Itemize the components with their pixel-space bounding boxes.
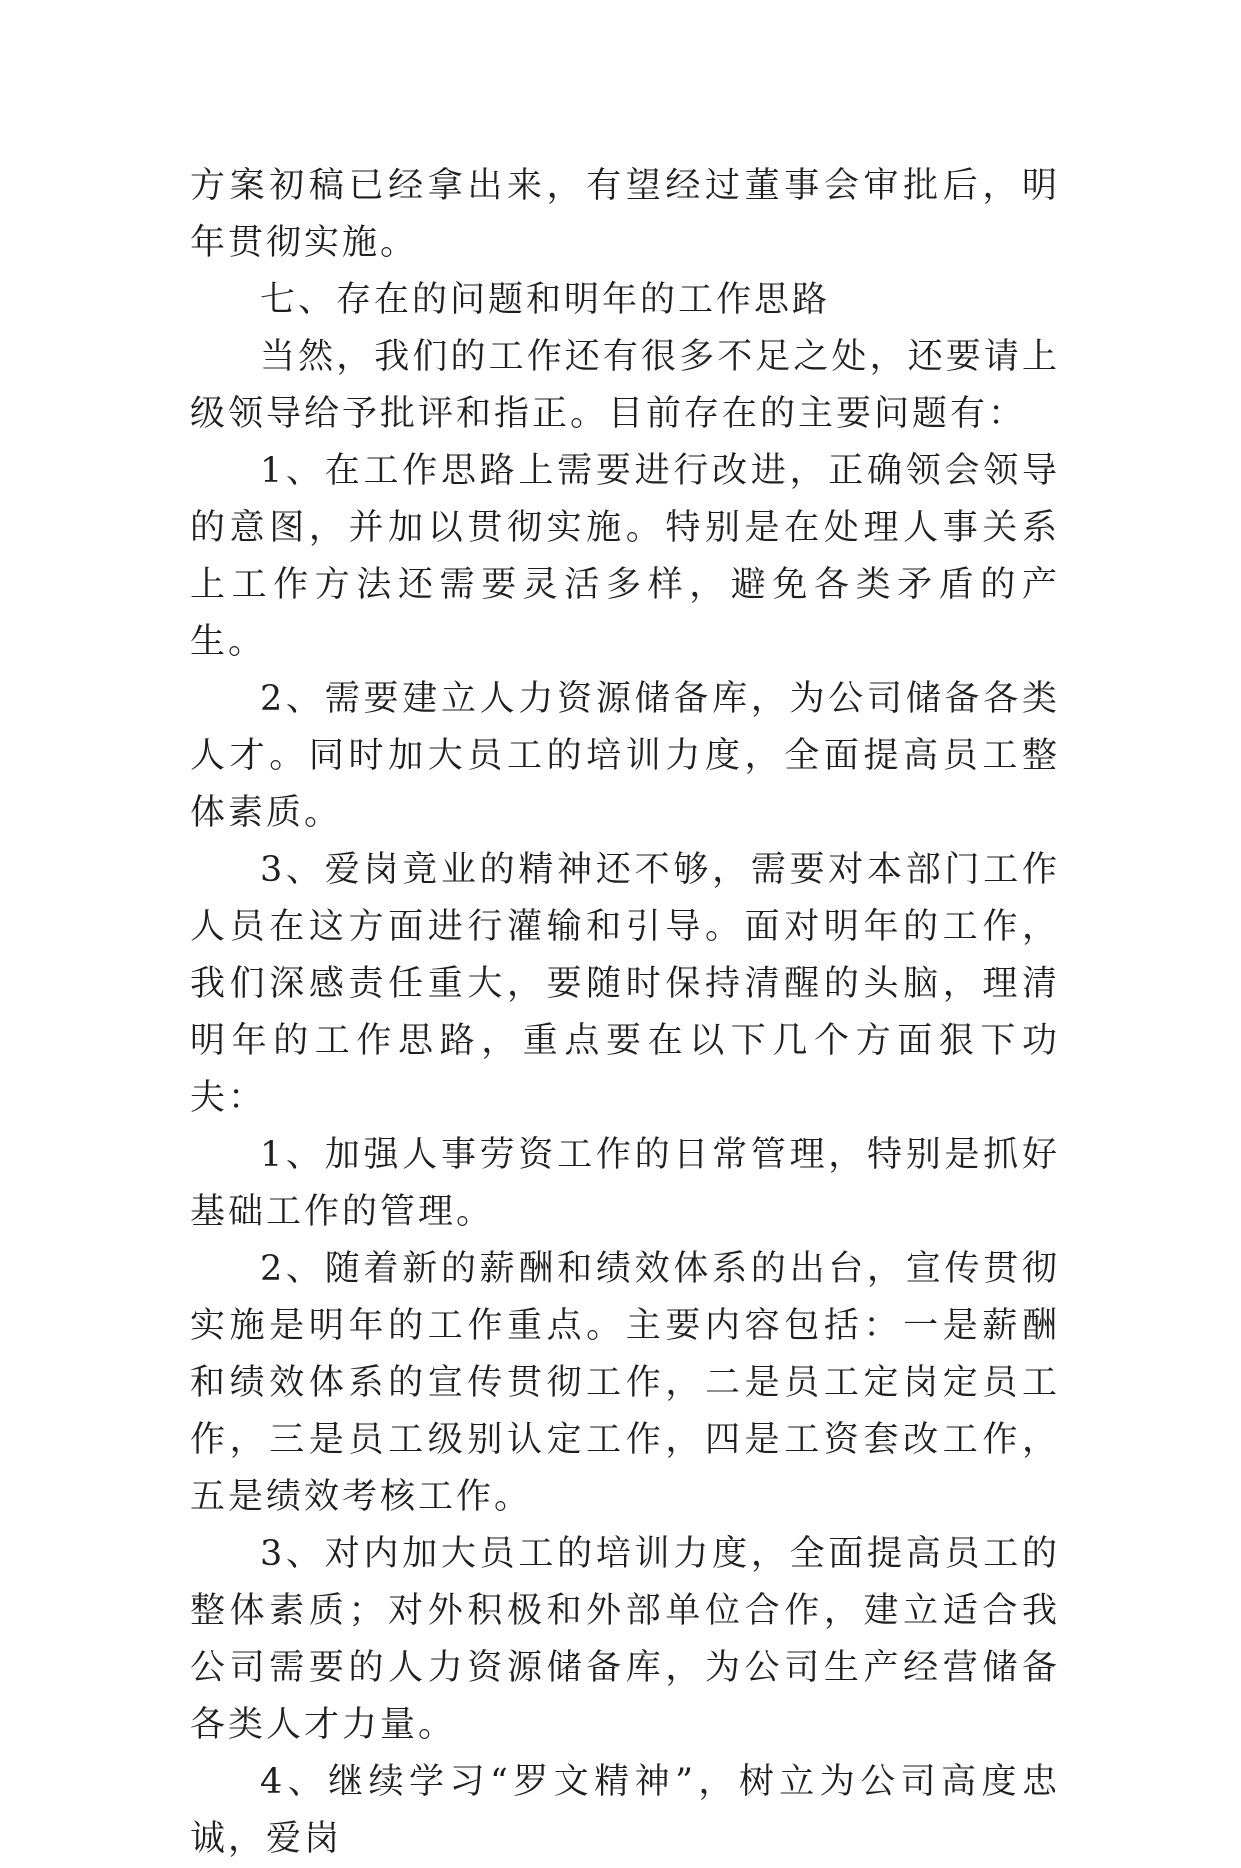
paragraph-continuation: 方案初稿已经拿出来，有望经过董事会审批后，明年贯彻实施。 — [190, 166, 1060, 263]
problem-item-1: 1、在工作思路上需要进行改进，正确领会领导的意图，并加以贯彻实施。特别是在处理人事关系上工作方法还需要灵活多样，避免各类矛盾的产生。 — [190, 451, 1060, 662]
section-heading: 七、存在的问题和明年的工作思路 — [260, 280, 831, 320]
plan-item-3: 3、对内加大员工的培训力度，全面提高员工的整体素质；对外积极和外部单位合作，建立适合我公司需要的人力资源储备库，为公司生产经营储备各类人才力量。 — [190, 1534, 1060, 1745]
paragraph-intro: 当然，我们的工作还有很多不足之处，还要请上级领导给予批评和指正。目前存在的主要问题有： — [190, 337, 1060, 434]
problem-item-2: 2、需要建立人力资源储备库，为公司储备各类人才。同时加大员工的培训力度，全面提高员工整体素质。 — [190, 679, 1060, 833]
document-body — [190, 158, 1060, 1868]
problem-item-3: 3、爱岗竟业的精神还不够，需要对本部门工作人员在这方面进行灌输和引导。面对明年的工作，我们深感责任重大，要随时保持清醒的头脑，理清明年的工作思路，重点要在以下几个方面狠下功夫： — [190, 850, 1060, 1118]
plan-item-1: 1、加强人事劳资工作的日常管理，特别是抓好基础工作的管理。 — [190, 1135, 1060, 1232]
plan-item-4: 4、继续学习“罗文精神”，树立为公司高度忠诚，爱岗 — [190, 1762, 1060, 1859]
plan-item-2: 2、随着新的薪酬和绩效体系的出台，宣传贯彻实施是明年的工作重点。主要内容包括：一是薪酬和绩效体系的宣传贯彻工作，二是员工定岗定员工作，三是员工级别认定工作，四是工资套改工作，五是绩效考核工作。 — [190, 1249, 1060, 1517]
